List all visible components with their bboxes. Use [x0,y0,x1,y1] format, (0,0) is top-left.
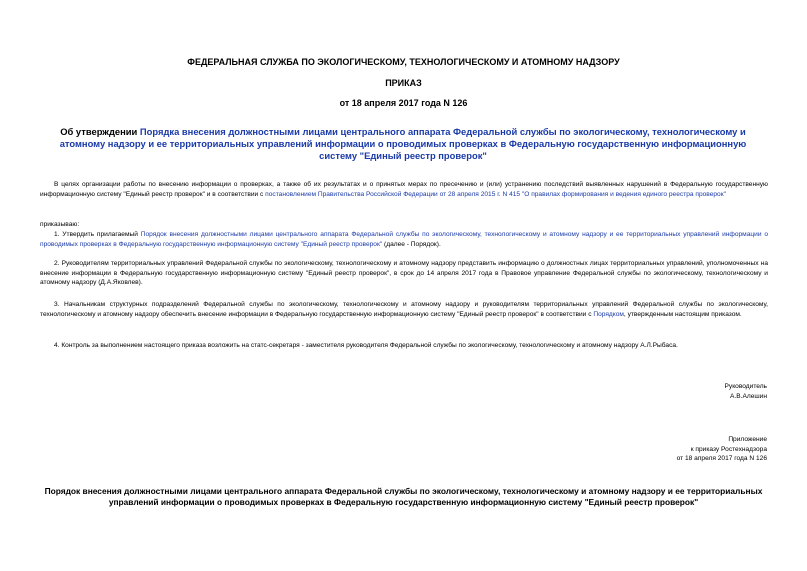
item-2-paragraph: 2. Руководителям территориальных управлений Федеральной службы по экологическому, технологическому и атомному надзору представить информацию о должностных лицах территориальных управлений, уполномоченных на внесение информации в Федеральную государственную информационную систему "Единый реестр проверок", в срок до 14 апреля 2017 года в Правовое управление Федеральной службы по экологическому, технологическому и атомному надзору (Д.А.Яковлев). [40,260,768,286]
order-word: приказываю: [40,221,80,228]
appendix-ref: к приказу Ростехнадзора [690,445,767,453]
item-3-paragraph [40,300,768,319]
signature-block [725,382,767,401]
item-1-paragraph [40,230,768,249]
doc-type-heading: ПРИКАЗ [385,78,422,88]
signature-role: Руководитель [724,383,767,390]
order-date-number: от 18 апреля 2017 года N 126 [339,98,468,108]
order-title [44,126,762,162]
order-title-prefix: Об утверждении [60,126,140,137]
item-3-tail: , утвержденным настоящим приказом. [623,310,742,318]
item-3-text: 3. Начальникам структурных подразделений Федеральной службы по экологическому, технологическому и атомному надзору и руководителям территориальных управлений Федеральной службы по экологическому, технологическому и атомному надзору обеспечить внесение информации в Федеральную государственную информационную систему "Единый реестр проверок" в соответствии с [40,301,768,318]
preamble-paragraph [40,180,768,199]
signature-name: А.В.Алешин [730,392,767,400]
procedure-title: Порядок внесения должностными лицами центрального аппарата Федеральной службы по экологическому, технологическому и атомному надзору и ее территориальных управлений информации о проводимых проверках в Федеральную государственную информационную систему "Единый реестр проверок" [44,486,763,507]
item-1-tail: (далее - Порядок). [382,240,441,248]
item-1-text: 1. Утвердить прилагаемый [54,231,141,238]
order-title-link[interactable]: Порядка внесения должностными лицами центрального аппарата Федеральной службы по экологическому, технологическому и атомному надзору и ее территориальных управлений информации о проводимых проверках в Федеральную государственную информационную систему "Единый реестр проверок" [59,126,747,161]
procedure-short-link[interactable]: Порядком [593,310,624,318]
government-decree-link[interactable]: постановлением Правительства Российской Федерации от 28 апреля 2015 г. N 415 "О правилах формирования и ведения единого реестра проверок" [265,190,726,198]
procedure-link[interactable]: Порядок внесения должностными лицами центрального аппарата Федеральной службы по экологическому, технологическому и атомному надзору и ее территориальных управлений информации о проводимых проверках в Федеральную государственную информационную систему "Единый реестр проверок" [40,231,768,248]
appendix-date: от 18 апреля 2017 года N 126 [676,455,767,462]
appendix-block [677,435,767,464]
item-4-paragraph: 4. Контроль за выполнением настоящего приказа возложить на статс-секретаря - заместителя руководителя Федеральной службы по экологическому, технологическому и атомному надзору А.Л.Рыбаса. [54,342,678,349]
appendix-label: Приложение [728,436,767,443]
preamble-text: В целях организации работы по внесению информации о проверках, а также об их результатах и о принятых мерах по пресечению и (или) устранению последствий выявленных нарушений в Федеральную государственную информационную систему "Единый реестр проверок" и в соответствии с [40,181,768,198]
agency-heading: ФЕДЕРАЛЬНАЯ СЛУЖБА ПО ЭКОЛОГИЧЕСКОМУ, ТЕХНОЛОГИЧЕСКОМУ И АТОМНОМУ НАДЗОРУ [187,57,620,67]
